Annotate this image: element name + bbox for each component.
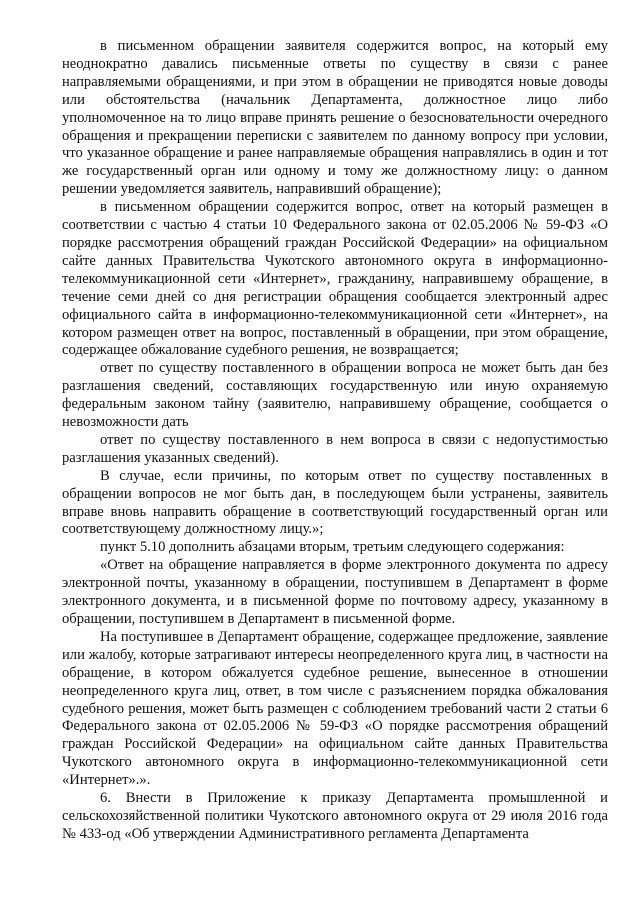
paragraph-8: На поступившее в Департамент обращение, содержащее предложение, заявление или жалобу, которые затрагивают интересы неопределенного круга лиц, в частности на обращение, в котором обжалуется судебное решение, вынесенное в отношении неопределенного круга лиц, ответ, в том числе с разъяснением порядка обжалования судебного решения, может быть размещен с соблюдением требований части 2 статьи 6 Федерального закона от 02.05.2006 № 59-ФЗ «О порядке рассмотрения обращений граждан Российской Федерации» на официальном сайте данных Правительства Чукотского автономного округа в информационно-телекоммуникационной сети «Интернет».». [62,628,608,789]
paragraph-7: «Ответ на обращение направляется в форме электронного документа по адресу электронной почты, указанному в обращении, поступившем в Департамент в форме электронного документа, и в письменной форме по почтовому адресу, указанному в обращении, поступившем в Департамент в письменной форме. [62,557,608,627]
paragraph-5: В случае, если причины, по которым ответ по существу поставленных в обращении вопросов не мог быть дан, в последующем были устранены, заявитель вправе вновь направить обращение в соответствующий государственный орган или соответствующему должностному лицу.»; [62,467,608,538]
paragraph-1: в письменном обращении заявителя содержится вопрос, на который ему неоднократно давались письменные ответы по существу в связи с ранее направляемыми обращениями, и при этом в обращении не приводятся новые доводы или обстоятельства (начальник Департамента, должностное лицо либо уполномоченное на то лицо вправе принять решение о безосновательности очередного обращения и прекращении переписки с заявителем по данному вопросу при условии, что указанное обращение и ранее направляемые обращения направлялись в один и тот же государственный орган или одному и тому же должностному лицу: о данном решении уведомляется заявитель, направивший обращение); [62,38,608,198]
paragraph-6: пункт 5.10 дополнить абзацами вторым, третьим следующего содержания: [100,539,565,556]
paragraph-2: в письменном обращении содержится вопрос, ответ на который размещен в соответствии с частью 4 статьи 10 Федерального закона от 02.05.2006 № 59-ФЗ «О порядке рассмотрения обращений граждан Российской Федерации» на официальном сайте данных Правительства Чукотского автономного округа в информационно-телекоммуникационной сети «Интернет», гражданину, направившему обращение, в течение семи дней со дня регистрации обращения сообщается электронный адрес официального сайта в информационно-телекоммуникационной сети «Интернет», на котором размещен ответ на вопрос, поставленный в обращении, при этом обращение, содержащее обжалование судебного решения, не возвращается; [62,199,608,359]
paragraph-4: ответ по существу поставленного в нем вопроса в связи с недопустимостью разглашения указанных сведений). [62,431,608,466]
paragraph-3: ответ по существу поставленного в обращении вопроса не может быть дан без разглашения сведений, составляющих государственную или иную охраняемую федеральным законом тайну (заявителю, направившему обращение, сообщается о невозможности дать [62,360,608,431]
paragraph-9: 6. Внести в Приложение к приказу Департамента промышленной и сельскохозяйственной политики Чукотского автономного округа от 29 июля 2016 года № 433-од «Об утверждении Административного регламента Департамента [62,790,608,842]
